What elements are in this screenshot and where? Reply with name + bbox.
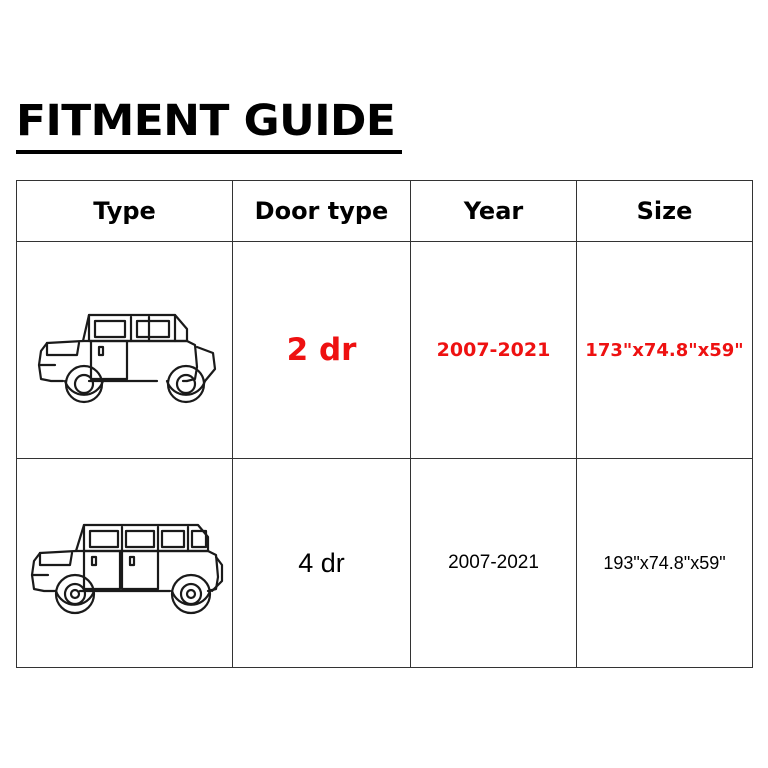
jeep-4-door-side-view-icon bbox=[17, 459, 233, 668]
column-header-size: Size bbox=[577, 181, 753, 242]
year-value bbox=[411, 242, 577, 459]
door-type-text: 2 dr bbox=[286, 332, 357, 368]
title-underline bbox=[16, 150, 402, 154]
page-title: FITMENT GUIDE bbox=[16, 96, 396, 146]
jeep-2-door-side-view-icon bbox=[17, 242, 233, 459]
door-type-value bbox=[233, 242, 411, 459]
year-text: 2007-2021 bbox=[436, 339, 551, 361]
page-title-block bbox=[16, 98, 406, 154]
fitment-table bbox=[16, 180, 753, 668]
column-header-door-type: Door type bbox=[233, 181, 411, 242]
size-value bbox=[577, 459, 753, 668]
column-header-type: Type bbox=[17, 181, 233, 242]
table-row bbox=[17, 459, 753, 668]
table-row bbox=[17, 242, 753, 459]
year-value bbox=[411, 459, 577, 668]
table-header-row bbox=[17, 181, 753, 242]
door-type-value bbox=[233, 459, 411, 668]
size-value bbox=[577, 242, 753, 459]
size-text: 173"x74.8"x59" bbox=[585, 339, 744, 361]
size-text: 193"x74.8"x59" bbox=[603, 552, 726, 573]
column-header-year: Year bbox=[411, 181, 577, 242]
year-text: 2007-2021 bbox=[448, 552, 539, 573]
door-type-text: 4 dr bbox=[298, 547, 345, 578]
